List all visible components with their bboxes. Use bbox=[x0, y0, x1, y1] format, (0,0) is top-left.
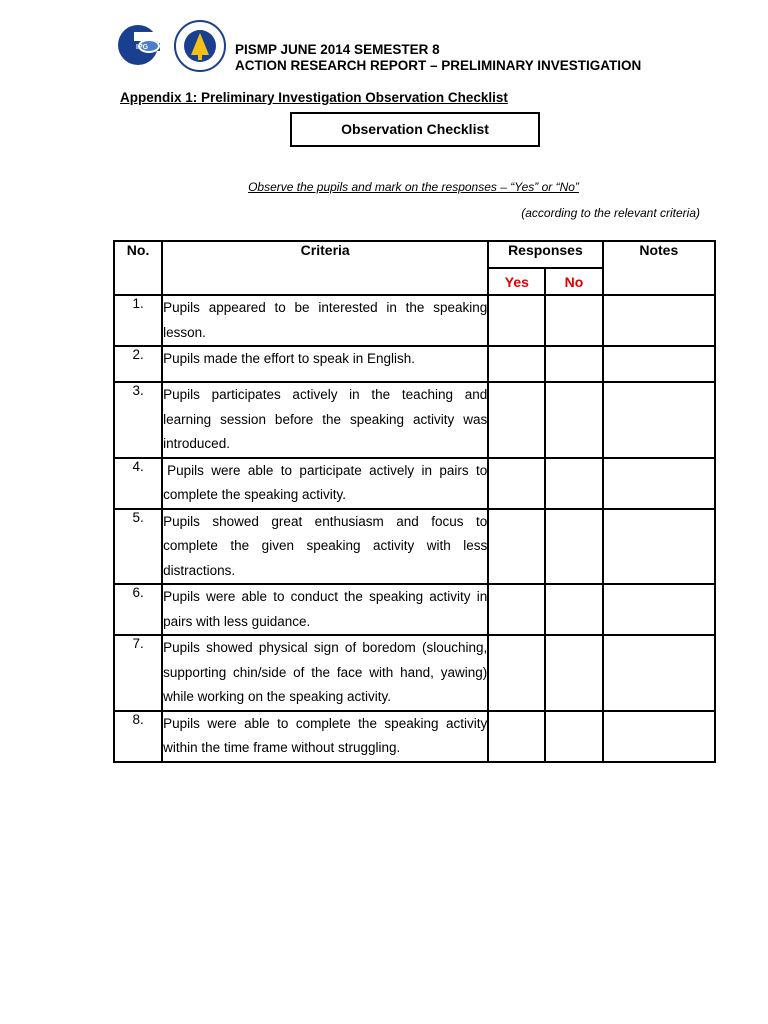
instruction-text: Observe the pupils and mark on the responses – “Yes” or “No” bbox=[248, 180, 579, 194]
yes-cell[interactable] bbox=[488, 635, 545, 711]
row-criteria: Pupils were able to conduct the speaking activity in pairs with less guidance. bbox=[162, 584, 488, 635]
criteria-note: (according to the relevant criteria) bbox=[521, 206, 700, 220]
header-no-response: No bbox=[545, 268, 602, 295]
no-cell[interactable] bbox=[545, 295, 602, 346]
row-criteria: Pupils showed great enthusiasm and focus to complete the given speaking activity with less distractions. bbox=[162, 509, 488, 585]
row-criteria: Pupils showed physical sign of boredom (slouching, supporting chin/side of the face with hand, yawing) while working on the speaking activity. bbox=[162, 635, 488, 711]
yes-cell[interactable] bbox=[488, 458, 545, 509]
notes-cell[interactable] bbox=[603, 382, 715, 458]
row-criteria: Pupils were able to participate actively in pairs to complete the speaking activity. bbox=[162, 458, 488, 509]
header-yes: Yes bbox=[488, 268, 545, 295]
notes-cell[interactable] bbox=[603, 346, 715, 382]
row-criteria: Pupils were able to complete the speaking activity within the time frame without struggling. bbox=[162, 711, 488, 762]
notes-cell[interactable] bbox=[603, 295, 715, 346]
header-no: No. bbox=[114, 241, 162, 295]
notes-cell[interactable] bbox=[603, 458, 715, 509]
yes-cell[interactable] bbox=[488, 295, 545, 346]
header-line-1: PISMP JUNE 2014 SEMESTER 8 bbox=[235, 42, 440, 57]
table-row bbox=[114, 584, 715, 635]
yes-cell[interactable] bbox=[488, 382, 545, 458]
row-number: 5. bbox=[114, 509, 162, 585]
row-number: 7. bbox=[114, 635, 162, 711]
no-cell[interactable] bbox=[545, 584, 602, 635]
table-row bbox=[114, 635, 715, 711]
report-header bbox=[235, 42, 641, 74]
observation-checklist-table bbox=[113, 240, 716, 763]
yes-cell[interactable] bbox=[488, 711, 545, 762]
row-number: 4. bbox=[114, 458, 162, 509]
table-row bbox=[114, 295, 715, 346]
header-notes: Notes bbox=[603, 241, 715, 295]
row-number: 8. bbox=[114, 711, 162, 762]
no-cell[interactable] bbox=[545, 711, 602, 762]
yes-cell[interactable] bbox=[488, 346, 545, 382]
appendix-title: Appendix 1: Preliminary Investigation Observation Checklist bbox=[120, 90, 508, 105]
no-cell[interactable] bbox=[545, 346, 602, 382]
yes-cell[interactable] bbox=[488, 584, 545, 635]
institution-logos bbox=[116, 18, 228, 76]
row-number: 3. bbox=[114, 382, 162, 458]
row-number: 1. bbox=[114, 295, 162, 346]
no-cell[interactable] bbox=[545, 458, 602, 509]
table-row bbox=[114, 711, 715, 762]
svg-text:IPG: IPG bbox=[136, 44, 149, 51]
header-criteria: Criteria bbox=[162, 241, 488, 295]
checklist-title-box: Observation Checklist bbox=[290, 112, 540, 147]
table-row bbox=[114, 382, 715, 458]
no-cell[interactable] bbox=[545, 382, 602, 458]
notes-cell[interactable] bbox=[603, 584, 715, 635]
no-cell[interactable] bbox=[545, 509, 602, 585]
row-criteria: Pupils appeared to be interested in the speaking lesson. bbox=[162, 295, 488, 346]
header-responses: Responses bbox=[488, 241, 602, 268]
no-cell[interactable] bbox=[545, 635, 602, 711]
row-number: 6. bbox=[114, 584, 162, 635]
notes-cell[interactable] bbox=[603, 711, 715, 762]
row-criteria: Pupils participates actively in the teaching and learning session before the speaking activity was introduced. bbox=[162, 382, 488, 458]
header-line-2: ACTION RESEARCH REPORT – PRELIMINARY INVESTIGATION bbox=[235, 58, 642, 73]
row-number: 2. bbox=[114, 346, 162, 382]
table-row bbox=[114, 346, 715, 382]
table-row bbox=[114, 458, 715, 509]
notes-cell[interactable] bbox=[603, 635, 715, 711]
table-row bbox=[114, 509, 715, 585]
notes-cell[interactable] bbox=[603, 509, 715, 585]
ipg-logo-icon bbox=[116, 18, 228, 76]
yes-cell[interactable] bbox=[488, 509, 545, 585]
row-criteria: Pupils made the effort to speak in English. bbox=[162, 346, 488, 382]
